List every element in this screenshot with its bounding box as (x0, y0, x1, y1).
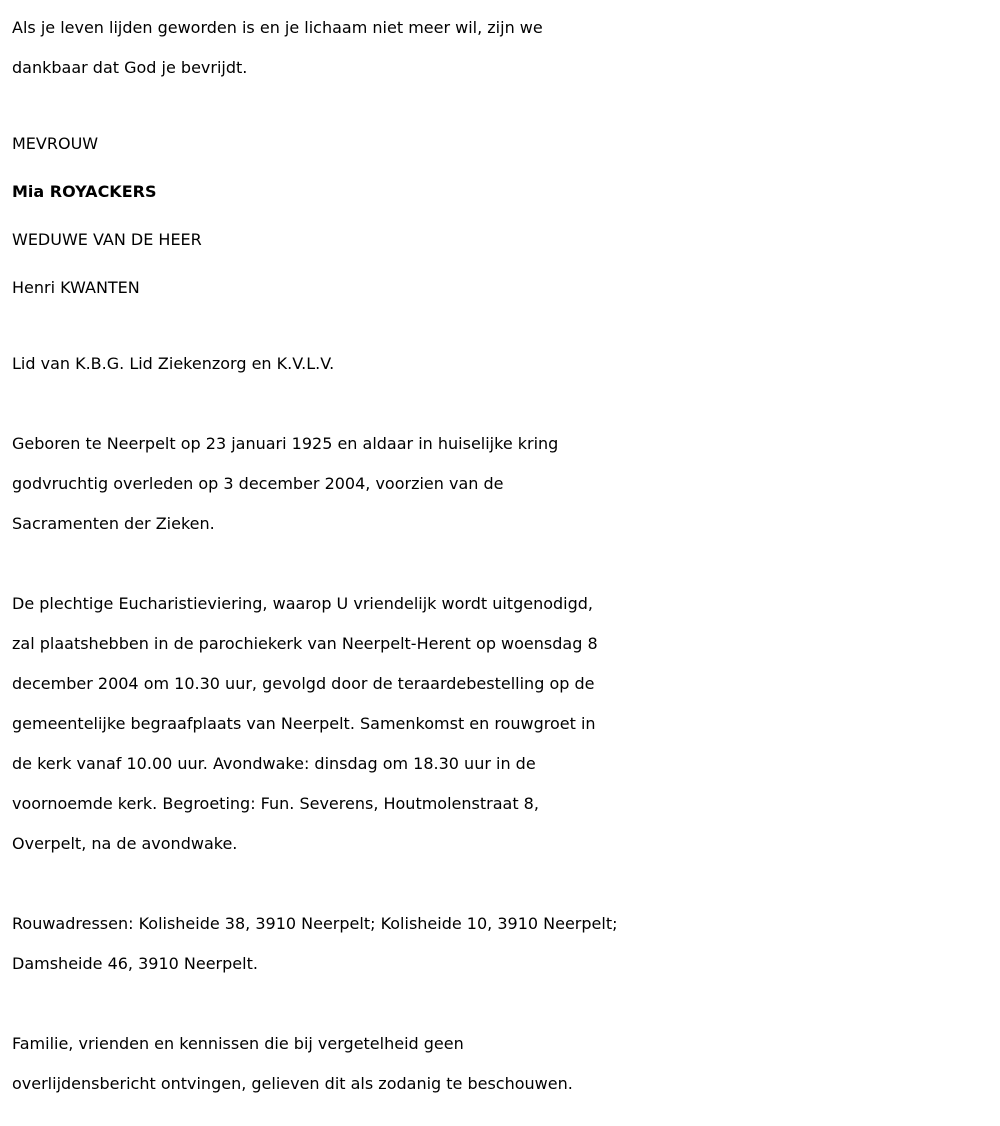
birth-line: godvruchtig overleden op 3 december 2004, voorzien van de (12, 474, 504, 493)
membership-paragraph (12, 344, 1000, 384)
membership-line: Lid van K.B.G. Lid Ziekenzorg en K.V.L.V. (12, 354, 335, 373)
birth-paragraph (12, 424, 1000, 544)
closing-line: overlijdensbericht ontvingen, gelieven dit als zodanig te beschouwen. (12, 1074, 573, 1093)
intro-line: Als je leven lijden geworden is en je lichaam niet meer wil, zijn we (12, 18, 543, 37)
service-line: Overpelt, na de avondwake. (12, 834, 238, 853)
service-paragraph (12, 584, 1000, 864)
service-line: zal plaatshebben in de parochiekerk van Neerpelt-Herent op woensdag 8 (12, 634, 598, 653)
service-line: voornoemde kerk. Begroeting: Fun. Severens, Houtmolenstraat 8, (12, 794, 539, 813)
closing-paragraph (12, 1024, 1000, 1104)
birth-line: Geboren te Neerpelt op 23 januari 1925 en aldaar in huiselijke kring (12, 434, 559, 453)
closing-line: Familie, vrienden en kennissen die bij vergetelheid geen (12, 1034, 464, 1053)
intro-line: dankbaar dat God je bevrijdt. (12, 58, 248, 77)
service-line: De plechtige Eucharistieviering, waarop U vriendelijk wordt uitgenodigd, (12, 594, 593, 613)
deceased-name: Mia ROYACKERS (12, 182, 157, 201)
relation-text: WEDUWE VAN DE HEER (12, 230, 202, 249)
address-line: Damsheide 46, 3910 Neerpelt. (12, 954, 258, 973)
addresses-paragraph (12, 904, 1000, 984)
service-line: gemeentelijke begraafplaats van Neerpelt. Samenkomst en rouwgroet in (12, 714, 596, 733)
address-line: Rouwadressen: Kolisheide 38, 3910 Neerpelt; Kolisheide 10, 3910 Neerpelt; (12, 914, 618, 933)
deceased-name-block (12, 120, 1000, 312)
spouse-name: Henri KWANTEN (12, 278, 140, 297)
service-line: de kerk vanaf 10.00 uur. Avondwake: dinsdag om 18.30 uur in de (12, 754, 536, 773)
title-text: MEVROUW (12, 134, 99, 153)
service-line: december 2004 om 10.30 uur, gevolgd door de teraardebestelling op de (12, 674, 595, 693)
intro-paragraph (12, 8, 1000, 88)
birth-line: Sacramenten der Zieken. (12, 514, 215, 533)
